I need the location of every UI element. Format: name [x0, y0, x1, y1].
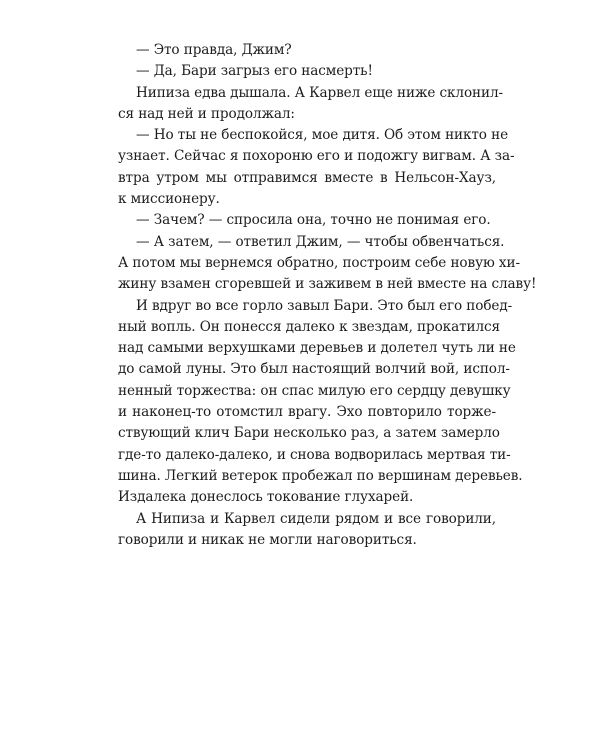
text-line: А Нипиза и Карвел сидели рядом и все говорили,	[136, 510, 496, 527]
text-line: шина. Легкий ветерок пробежал по вершинам деревьев.	[118, 467, 523, 484]
paragraph-4	[118, 125, 515, 210]
paragraph-1	[118, 40, 496, 61]
text-line: втра утром мы отправимся вместе в Нельсон-Хауз,	[118, 169, 496, 186]
paragraph-2	[118, 61, 496, 82]
paragraph-6	[118, 232, 537, 296]
text-line: ненный торжества: он спас милую его сердцу девушку	[118, 382, 511, 399]
text-line: узнает. Сейчас я похороню его и подожгу вигвам. А за-	[118, 148, 515, 165]
text-line: к миссионеру.	[118, 191, 220, 208]
text-line: где-то далеко-далеко, и снова водворилась мертвая ти-	[118, 446, 511, 463]
text-line: говорили и никак не могли наговориться.	[118, 531, 417, 548]
paragraph-5	[118, 210, 496, 231]
text-line: — Но ты не беспокойся, мое дитя. Об этом никто не	[136, 127, 509, 144]
paragraph-7	[118, 296, 523, 509]
text-line: — Да, Бари загрыз его насмерть!	[136, 63, 373, 80]
text-line: Нипиза едва дышала. А Карвел еще ниже склонил-	[136, 84, 503, 101]
text-line: Издалека донеслось токование глухарей.	[118, 489, 414, 506]
text-line: — А затем, — ответил Джим, — чтобы обвенчаться.	[136, 233, 505, 250]
text-line: до самой луны. Это был настоящий волчий вой, испол-	[118, 361, 510, 378]
text-line: ствующий клич Бари несколько раз, а затем замерло	[118, 425, 500, 442]
text-line: И вдруг во все горло завыл Бари. Это был его побед-	[136, 297, 513, 314]
text-line: жину взамен сгоревшей и заживем в ней вместе на славу!	[118, 276, 537, 293]
text-line: — Это правда, Джим?	[136, 42, 292, 58]
paragraph-8	[118, 509, 496, 552]
text-line: и наконец-то отомстил врагу. Эхо повторило торже-	[118, 404, 496, 421]
text-line: А потом мы вернемся обратно, построим себе новую хи-	[118, 254, 520, 271]
text-line: ный вопль. Он понесся далеко к звездам, прокатился	[118, 318, 500, 335]
paragraph-3	[118, 83, 503, 126]
text-line: над самыми верхушками деревьев и долетел чуть ли не	[118, 340, 516, 357]
text-line: ся над ней и продолжал:	[118, 105, 295, 122]
text-line: — Зачем? — спросила она, точно не понимая его.	[136, 212, 491, 229]
book-page-text	[118, 40, 537, 551]
